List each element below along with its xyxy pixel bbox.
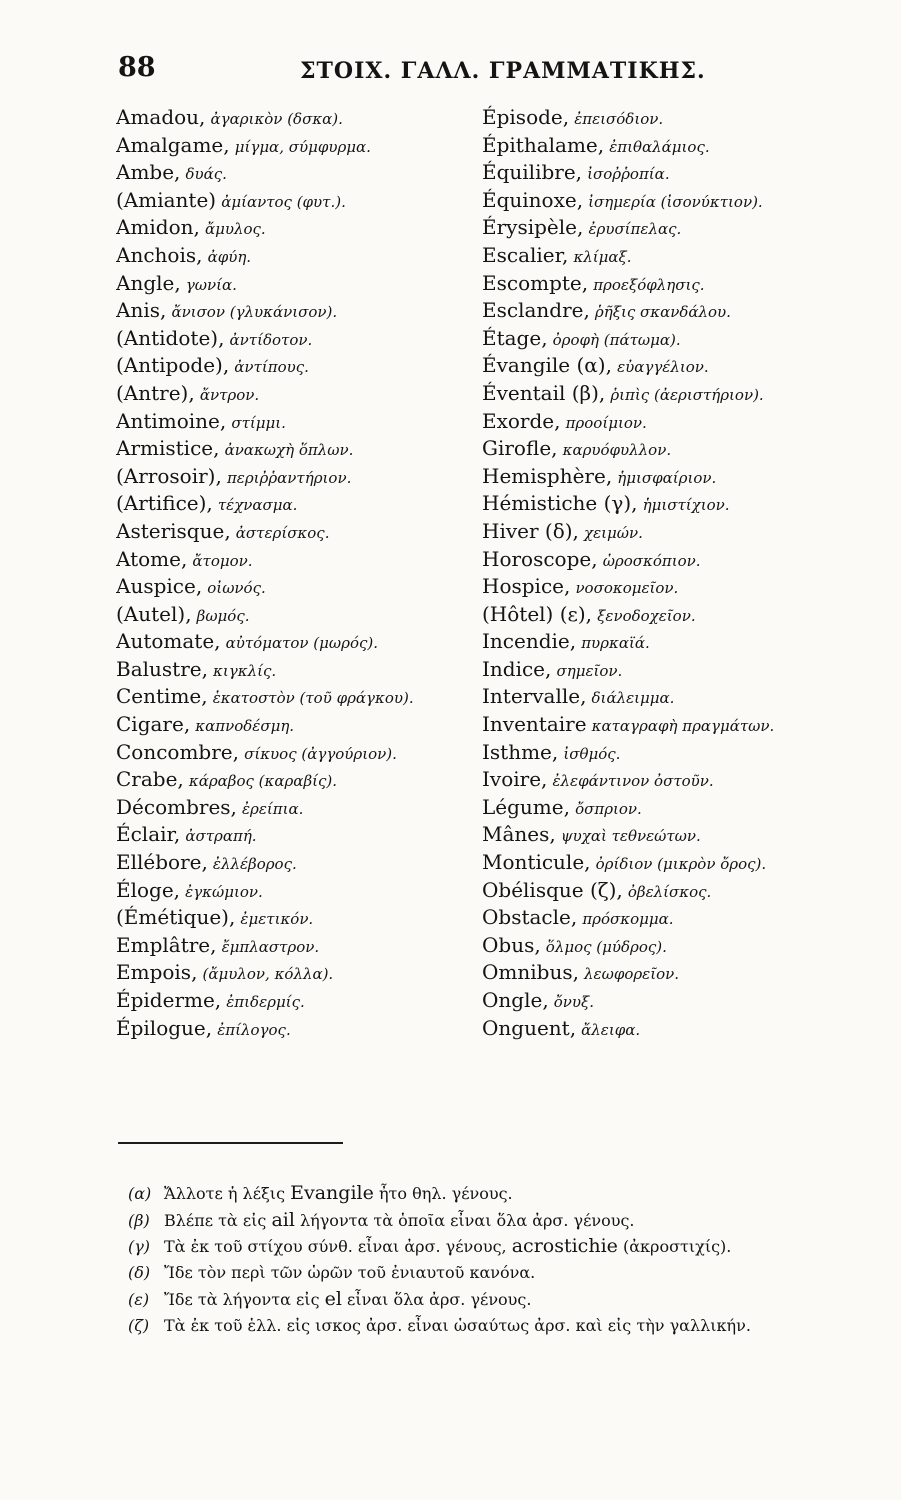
dictionary-entry <box>116 656 486 684</box>
footnote-french-word: el <box>324 1288 342 1310</box>
greek-translation: ἀμίαντος (φυτ.). <box>221 192 346 211</box>
french-term: Ongle, <box>482 988 549 1012</box>
footnote-marker: (ζ) <box>128 1315 150 1335</box>
footnote-marker: (β) <box>128 1210 150 1230</box>
dictionary-entry <box>116 270 486 298</box>
french-term: Cigare, <box>116 712 191 737</box>
french-term: Hémistiche (γ), <box>482 491 638 516</box>
dictionary-entry <box>482 1015 862 1043</box>
greek-translation: ῥῆξις σκανδάλου. <box>594 303 731 322</box>
dictionary-entry <box>482 297 862 325</box>
greek-translation: ἀντίπους. <box>234 358 309 377</box>
dictionary-entry <box>116 325 486 353</box>
dictionary-entry <box>482 408 862 436</box>
greek-translation: ἄνισον (γλυκάνισον). <box>171 303 338 322</box>
page-number: 88 <box>118 52 156 83</box>
dictionary-entry <box>482 959 862 987</box>
dictionary-entry <box>116 628 486 656</box>
footnote-divider <box>118 1142 343 1144</box>
french-term: Amadou, <box>116 105 206 129</box>
greek-translation: ἀντίδοτον. <box>229 330 313 349</box>
dictionary-entry <box>116 408 486 436</box>
dictionary-entry <box>482 573 862 601</box>
dictionary-entry <box>116 380 486 408</box>
french-term: Épithalame, <box>482 132 605 157</box>
footnote <box>128 1207 828 1234</box>
greek-translation: ἔμπλαστρον. <box>221 937 320 956</box>
greek-translation: τέχνασμα. <box>217 496 298 515</box>
dictionary-entry <box>116 766 486 794</box>
dictionary-entry <box>482 242 862 270</box>
greek-translation: ἐρυσίπελας. <box>588 220 682 239</box>
footnote-text: Ἄλλοτε ἡ λέξις <box>164 1184 286 1203</box>
french-term: Épiderme, <box>116 988 222 1012</box>
french-term: Horoscope, <box>482 546 598 571</box>
french-term: Inventaire <box>482 712 587 737</box>
dictionary-entry <box>116 904 486 932</box>
dictionary-entry <box>116 490 486 518</box>
greek-translation: ὀβελίσκος. <box>627 882 712 901</box>
greek-translation: ἐμετικόν. <box>240 910 314 929</box>
dictionary-entry <box>116 821 486 849</box>
french-term: Atome, <box>116 546 188 571</box>
footnote-text: (ἀκροστιχίς). <box>622 1237 732 1256</box>
french-term: (Antipode), <box>116 353 230 378</box>
dictionary-entry <box>482 932 862 960</box>
dictionary-entry <box>482 656 862 684</box>
footnote-text: Τὰ ἐκ τοῦ στίχου σύνθ. εἶναι ἀρσ. γένους, <box>164 1237 507 1256</box>
footnote-text: ἦτο θηλ. γένους. <box>378 1184 513 1203</box>
greek-translation: διάλειμμα. <box>591 689 675 708</box>
right-column <box>482 104 862 1042</box>
french-term: (Amiante) <box>116 187 217 212</box>
dictionary-entry <box>116 518 486 546</box>
greek-translation: καρυόφυλλον. <box>562 441 672 460</box>
dictionary-entry <box>482 711 862 739</box>
greek-translation: προοίμιον. <box>565 413 647 432</box>
french-term: Isthme, <box>482 739 559 764</box>
greek-translation: ἰσοῤῥοπία. <box>587 165 670 184</box>
french-term: Escalier, <box>482 242 569 267</box>
french-term: Onguent, <box>482 1015 577 1040</box>
dictionary-entry <box>116 987 486 1015</box>
french-term: Incendie, <box>482 629 577 654</box>
greek-translation: ἐλλέβορος. <box>212 855 297 874</box>
greek-translation: κλίμαξ. <box>573 247 632 266</box>
greek-translation: δυάς. <box>185 165 227 184</box>
running-head: ΣΤΟΙΧ. ΓΑΛΛ. ΓΡΑΜΜΑΤΙΚΗΣ. <box>300 58 706 84</box>
greek-translation: μίγμα, σύμφυρμα. <box>234 137 371 156</box>
dictionary-entry <box>482 683 862 711</box>
french-term: Monticule, <box>482 850 591 875</box>
dictionary-entry <box>116 683 486 711</box>
dictionary-entry <box>116 435 486 463</box>
greek-translation: ἡμιστίχιον. <box>642 496 730 515</box>
footnote-text: Ἴδε τὰ λήγοντα εἰς <box>164 1290 320 1309</box>
french-term: Ambe, <box>116 160 181 185</box>
dictionary-entry <box>482 159 862 187</box>
french-term: (Émétique), <box>116 905 236 930</box>
dictionary-entry <box>482 380 862 408</box>
footnote-marker: (ε) <box>128 1290 150 1309</box>
dictionary-entry <box>482 352 862 380</box>
dictionary-entry <box>482 601 862 629</box>
greek-translation: ἡμισφαίριον. <box>617 468 717 487</box>
french-term: Légume, <box>482 794 570 819</box>
greek-translation: κιγκλίς. <box>213 661 277 680</box>
french-term: Ellébore, <box>116 850 208 875</box>
french-term: Girofle, <box>482 436 558 461</box>
footnote-french-word: ail <box>271 1208 295 1231</box>
footnote-marker: (α) <box>128 1184 152 1203</box>
greek-translation: περιῤῥαντήριον. <box>226 468 352 487</box>
footnote <box>128 1180 828 1207</box>
greek-translation: καταγραφὴ πραγμάτων. <box>591 717 775 736</box>
footnote-text: λήγοντα τὰ ὁποῖα εἶναι ὅλα ἀρσ. γένους. <box>300 1210 635 1230</box>
dictionary-entry <box>482 628 862 656</box>
greek-translation: (ἄμυλον, κόλλα). <box>202 965 334 984</box>
dictionary-entry <box>116 187 486 215</box>
greek-translation: ὡροσκόπιον. <box>602 551 701 570</box>
footnote-text: εἶναι ὅλα ἀρσ. γένους. <box>347 1290 532 1309</box>
dictionary-entry <box>116 849 486 877</box>
greek-translation: ἄλειφα. <box>581 1020 641 1039</box>
french-term: Indice, <box>482 656 552 681</box>
french-term: Étage, <box>482 325 548 350</box>
greek-translation: ἐπιδερμίς. <box>226 993 305 1011</box>
greek-translation: αὐτόματον (μωρός). <box>225 634 378 653</box>
dictionary-entry <box>116 932 486 960</box>
greek-translation: γωνία. <box>185 275 237 294</box>
greek-translation: ξενοδοχεῖον. <box>597 606 696 625</box>
greek-translation: πρόσκομμα. <box>582 910 674 929</box>
greek-translation: στίμμι. <box>231 413 286 432</box>
french-term: Centime, <box>116 684 208 709</box>
french-term: Angle, <box>116 270 181 295</box>
dictionary-entry <box>482 821 862 849</box>
dictionary-entry <box>116 104 486 132</box>
dictionary-entry <box>482 794 862 822</box>
dictionary-entry <box>116 159 486 187</box>
dictionary-entry <box>482 546 862 574</box>
french-term: Antimoine, <box>116 408 227 433</box>
greek-translation: ἐγκώμιον. <box>185 882 263 901</box>
french-term: Escompte, <box>482 270 589 295</box>
french-term: Amalgame, <box>116 132 230 157</box>
french-term: (Arrosoir), <box>116 463 222 488</box>
french-term: Empois, <box>116 960 198 985</box>
french-term: Évangile (α), <box>482 353 612 378</box>
greek-translation: ἀνακωχὴ ὅπλων. <box>224 441 354 460</box>
greek-translation: ἀστραπή. <box>185 827 257 846</box>
dictionary-entry <box>116 959 486 987</box>
french-term: Obélisque (ζ), <box>482 877 623 902</box>
dictionary-entry <box>482 325 862 353</box>
greek-translation: ἐπιθαλάμιος. <box>609 137 710 156</box>
dictionary-entry <box>482 463 862 491</box>
greek-translation: νοσοκομεῖον. <box>575 579 679 598</box>
greek-translation: χειμών. <box>584 523 643 542</box>
footnote-marker: (γ) <box>128 1237 151 1256</box>
dictionary-entry <box>482 766 862 794</box>
greek-translation: βωμός. <box>196 606 250 625</box>
french-term: Éventail (β), <box>482 380 606 405</box>
footnote-marker: (δ) <box>128 1262 151 1282</box>
greek-translation: ἄμυλος. <box>204 220 266 239</box>
french-term: Automate, <box>116 629 221 654</box>
greek-translation: λεωφορεῖον. <box>584 965 680 984</box>
greek-translation: ὀροφὴ (πάτωμα). <box>552 330 681 349</box>
greek-translation: κάραβος (καραβίς). <box>188 772 338 791</box>
dictionary-entry <box>482 214 862 242</box>
french-term: Anis, <box>116 298 167 323</box>
french-term: Ivoire, <box>482 767 548 792</box>
greek-translation: ἰσθμός. <box>563 744 621 763</box>
dictionary-entry <box>116 1015 486 1043</box>
french-term: Balustre, <box>116 656 208 681</box>
french-term: Érysipèle, <box>482 215 584 240</box>
greek-translation: πυρκαϊά. <box>581 634 650 653</box>
french-term: (Antidote), <box>116 325 225 350</box>
footnote-french-word: acrostichie <box>511 1235 618 1257</box>
dictionary-entry <box>116 794 486 822</box>
dictionary-entry <box>482 187 862 215</box>
greek-translation: ἐλεφάντινον ὀστοῦν. <box>552 772 714 791</box>
greek-translation: σίκυος (ἀγγούριον). <box>244 744 397 763</box>
french-term: (Antre), <box>116 380 195 405</box>
french-term: Équilibre, <box>482 160 583 185</box>
dictionary-entry <box>482 518 862 546</box>
footnote <box>128 1313 828 1340</box>
dictionary-entry <box>482 877 862 905</box>
french-term: Intervalle, <box>482 684 587 709</box>
french-term: (Autel), <box>116 601 192 626</box>
french-term: Éloge, <box>116 877 181 902</box>
greek-translation: ψυχαὶ τεθνεώτων. <box>560 827 701 846</box>
french-term: Décombres, <box>116 794 237 819</box>
french-term: Crabe, <box>116 767 184 792</box>
greek-translation: καπνοδέσμη. <box>195 717 295 736</box>
left-column <box>116 104 486 1042</box>
dictionary-entry <box>116 463 486 491</box>
greek-translation: ὄνυξ. <box>553 993 595 1011</box>
footnote <box>128 1260 828 1287</box>
footnote <box>128 1233 828 1260</box>
french-term: Armistice, <box>116 436 220 461</box>
french-term: Éclair, <box>116 822 181 847</box>
greek-translation: ἄντρον. <box>199 385 260 404</box>
dictionary-entry <box>482 104 862 132</box>
french-term: Équinoxe, <box>482 187 584 212</box>
french-term: Esclandre, <box>482 298 590 323</box>
dictionary-entry <box>482 987 862 1015</box>
french-term: Obstacle, <box>482 905 578 930</box>
french-term: Épilogue, <box>116 1015 213 1040</box>
dictionary-entry <box>116 132 486 160</box>
dictionary-entry <box>482 739 862 767</box>
dictionary-entry <box>116 573 486 601</box>
greek-translation: ἑκατοστὸν (τοῦ φράγκου). <box>212 689 414 708</box>
greek-translation: ἐπίλογος. <box>217 1020 291 1039</box>
dictionary-entry <box>116 242 486 270</box>
french-term: (Artifice), <box>116 491 213 516</box>
french-term: Omnibus, <box>482 960 579 985</box>
greek-translation: ἀφύη. <box>207 247 252 266</box>
greek-translation: ἀγαρικὸν (δσκα). <box>210 110 343 128</box>
greek-translation: ἐπεισόδιον. <box>574 110 664 128</box>
dictionary-entry <box>116 877 486 905</box>
french-term: Obus, <box>482 932 541 957</box>
french-term: Exorde, <box>482 408 561 433</box>
dictionary-entry <box>482 132 862 160</box>
dictionary-entry <box>116 352 486 380</box>
dictionary-entry <box>482 849 862 877</box>
french-term: (Hôtel) (ε), <box>482 601 593 626</box>
french-term: Hiver (δ), <box>482 518 579 543</box>
french-term: Hospice, <box>482 574 571 599</box>
dictionary-entry <box>116 297 486 325</box>
greek-translation: ὀρίδιον (μικρὸν ὄρος). <box>595 855 767 874</box>
footnote-text: Τὰ ἐκ τοῦ ἑλλ. εἰς ισκος ἀρσ. εἶναι ὡσαύτως ἀρσ. καὶ εἰς τὴν γαλλικήν. <box>164 1315 751 1335</box>
greek-translation: ἰσημερία (ἰσονύκτιον). <box>588 192 763 211</box>
greek-translation: ἀστερίσκος. <box>235 523 330 542</box>
footnote-text: Βλέπε τὰ εἰς <box>164 1210 267 1230</box>
french-term: Mânes, <box>482 822 556 847</box>
greek-translation: ὅλμος (μύδρος). <box>545 937 667 956</box>
french-term: Emplâtre, <box>116 932 217 957</box>
greek-translation: σημεῖον. <box>556 661 623 680</box>
footnote-french-word: Evangile <box>290 1182 374 1204</box>
greek-translation: οἰωνός. <box>207 579 266 598</box>
dictionary-entry <box>482 490 862 518</box>
dictionary-entry <box>482 904 862 932</box>
footnote <box>128 1286 828 1313</box>
french-term: Concombre, <box>116 739 239 764</box>
dictionary-entry <box>482 435 862 463</box>
french-term: Amidon, <box>116 215 200 240</box>
greek-translation: ἄτομον. <box>192 551 253 570</box>
dictionary-entry <box>116 546 486 574</box>
dictionary-entry <box>116 601 486 629</box>
french-term: Auspice, <box>116 574 203 599</box>
french-term: Asterisque, <box>116 518 231 543</box>
french-term: Épisode, <box>482 105 570 129</box>
greek-translation: ῥιπὶς (ἀεριστήριον). <box>610 385 764 404</box>
footnotes <box>128 1180 828 1339</box>
dictionary-entry <box>482 270 862 298</box>
dictionary-entry <box>116 214 486 242</box>
dictionary-entry <box>116 711 486 739</box>
greek-translation: ἐρείπια. <box>242 799 304 818</box>
greek-translation: ὄσπριον. <box>575 799 642 818</box>
greek-translation: προεξόφλησις. <box>593 275 705 294</box>
french-term: Hemisphère, <box>482 463 613 488</box>
footnote-text: Ἴδε τὸν περὶ τῶν ὡρῶν τοῦ ἐνιαυτοῦ κανόνα. <box>164 1262 536 1282</box>
dictionary-entry <box>116 739 486 767</box>
greek-translation: εὐαγγέλιον. <box>617 358 709 377</box>
french-term: Anchois, <box>116 242 203 267</box>
